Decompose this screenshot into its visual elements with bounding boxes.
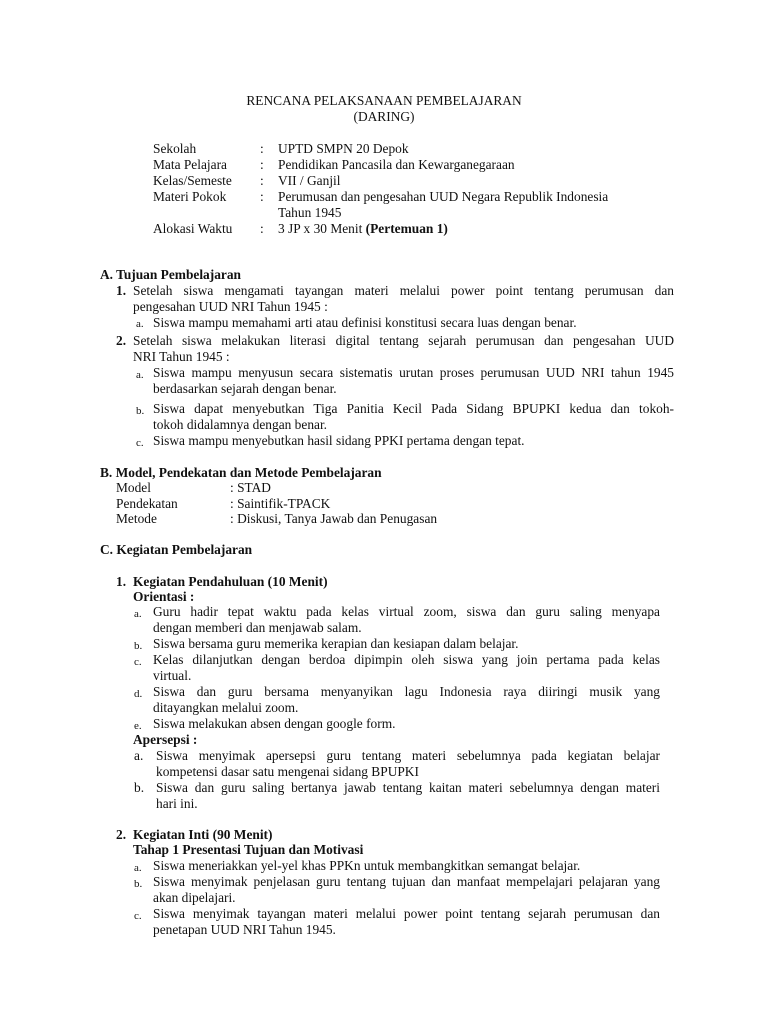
sub-marker: c. xyxy=(134,910,142,922)
sub-marker: c. xyxy=(136,437,144,449)
sub-marker: a. xyxy=(134,748,144,763)
list-item-text: dengan memberi dan menjawab salam. xyxy=(153,620,362,635)
list-number: 2. xyxy=(116,333,127,348)
list-item-text: Siswa mampu menyusun secara sistematis urutan proses perumusan UUD NRI tahun 1945 xyxy=(153,365,674,380)
inti-title: Kegiatan Inti (90 Menit) xyxy=(133,827,273,842)
list-item-text: Siswa mampu memahami arti atau definisi konstitusi secara luas dengan benar. xyxy=(153,315,577,330)
list-item-text: Siswa menyimak tayangan materi melalui power point tentang sejarah perumusan dan xyxy=(153,906,660,921)
list-item-text: Siswa menyimak penjelasan guru tentang tujuan dan manfaat mempelajari pelajaran yang xyxy=(153,874,660,889)
list-item-text: Siswa melakukan absen dengan google form. xyxy=(153,716,396,731)
identity-value-materi-cont: Tahun 1945 xyxy=(278,205,342,220)
sub-marker: a. xyxy=(134,608,142,620)
sub-marker: a. xyxy=(134,862,142,874)
identity-value-mapel: Pendidikan Pancasila dan Kewarganegaraan xyxy=(278,157,515,172)
identity-value-kelas: VII / Ganjil xyxy=(278,173,341,188)
identity-label-alokasi: Alokasi Waktu xyxy=(153,221,233,236)
metode-value: : Diskusi, Tanya Jawab dan Penugasan xyxy=(230,511,438,526)
sub-marker: e. xyxy=(134,720,142,732)
alokasi-pertemuan: (Pertemuan 1) xyxy=(365,221,448,236)
identity-value-sekolah: UPTD SMPN 20 Depok xyxy=(278,141,409,156)
list-item-text: virtual. xyxy=(153,668,192,683)
alokasi-text: 3 JP x 30 Menit xyxy=(278,221,366,236)
list-number: 1. xyxy=(116,574,127,589)
identity-sep: : xyxy=(260,189,264,204)
list-item-text: Setelah siswa melakukan literasi digital tentang sejarah perumusan dan pengesahan UUD xyxy=(133,333,674,348)
list-item-text: kompetensi dasar satu mengenai sidang BPUPKI xyxy=(156,764,419,779)
pendahuluan-title: Kegiatan Pendahuluan (10 Menit) xyxy=(133,574,328,589)
list-item-text: Siswa dan guru saling bertanya jawab tentang kaitan materi sebelumnya dengan materi xyxy=(156,780,660,795)
identity-value-alokasi xyxy=(278,221,448,237)
sub-marker: b. xyxy=(134,640,143,652)
identity-label-materi: Materi Pokok xyxy=(153,189,227,204)
list-item-text: Siswa menyimak apersepsi guru tentang materi sebelumnya pada kegiatan belajar xyxy=(156,748,660,763)
list-item-text: Siswa bersama guru memerika kerapian dan kesiapan dalam belajar. xyxy=(153,636,519,651)
list-item-text: Siswa dan guru bersama menyanyikan lagu Indonesia raya diiringi musik yang xyxy=(153,684,660,699)
list-item-text: akan dipelajari. xyxy=(153,890,236,905)
list-item-text: Kelas dilanjutkan dengan berdoa dipimpin oleh siswa yang join pertama pada kelas xyxy=(153,652,660,667)
identity-label-mapel: Mata Pelajara xyxy=(153,157,227,172)
section-a-heading: A. Tujuan Pembelajaran xyxy=(100,267,241,282)
list-item-text: NRI Tahun 1945 : xyxy=(133,349,230,364)
list-number: 2. xyxy=(116,827,127,842)
pendekatan-value: : Saintifik-TPACK xyxy=(230,496,331,511)
list-item-text: tokoh didalamnya dengan benar. xyxy=(153,417,328,432)
section-b-heading: B. Model, Pendekatan dan Metode Pembelajaran xyxy=(100,465,382,480)
pendekatan-label: Pendekatan xyxy=(116,496,178,511)
sub-marker: b. xyxy=(134,780,145,795)
apersepsi-label: Apersepsi : xyxy=(133,732,198,747)
list-item-text: Siswa mampu menyebutkan hasil sidang PPKI pertama dengan tepat. xyxy=(153,433,525,448)
list-item-text: Siswa meneriakkan yel-yel khas PPKn untuk membangkitkan semangat belajar. xyxy=(153,858,581,873)
sub-marker: b. xyxy=(134,878,143,890)
section-c-heading: C. Kegiatan Pembelajaran xyxy=(100,542,253,557)
metode-label: Metode xyxy=(116,511,157,526)
sub-marker: c. xyxy=(134,656,142,668)
list-item-text: berdasarkan sejarah dengan benar. xyxy=(153,381,337,396)
sub-marker: a. xyxy=(136,369,144,381)
list-item-text: Siswa dapat menyebutkan Tiga Panitia Kecil Pada Sidang BPUPKI kedua dan tokoh- xyxy=(153,401,674,416)
sub-marker: b. xyxy=(136,405,145,417)
document-title: RENCANA PELAKSANAAN PEMBELAJARAN xyxy=(246,93,522,108)
identity-label-sekolah: Sekolah xyxy=(153,141,197,156)
identity-label-kelas: Kelas/Semeste xyxy=(153,173,232,188)
orientasi-label: Orientasi : xyxy=(133,589,195,604)
document-subtitle: (DARING) xyxy=(353,109,415,124)
identity-value-materi: Perumusan dan pengesahan UUD Negara Republik Indonesia xyxy=(278,189,609,204)
model-value: : STAD xyxy=(230,480,271,495)
sub-marker: d. xyxy=(134,688,143,700)
identity-sep: : xyxy=(260,173,264,188)
list-item-text: pengesahan UUD NRI Tahun 1945 : xyxy=(133,299,328,314)
list-item-text: ditayangkan melalui zoom. xyxy=(153,700,299,715)
model-label: Model xyxy=(116,480,151,495)
identity-sep: : xyxy=(260,221,264,236)
list-number: 1. xyxy=(116,283,127,298)
identity-sep: : xyxy=(260,157,264,172)
sub-marker: a. xyxy=(136,318,144,330)
list-item-text: penetapan UUD NRI Tahun 1945. xyxy=(153,922,336,937)
identity-sep: : xyxy=(260,141,264,156)
tahap-label: Tahap 1 Presentasi Tujuan dan Motivasi xyxy=(133,842,364,857)
list-item-text: Guru hadir tepat waktu pada kelas virtual zoom, siswa dan guru saling menyapa xyxy=(153,604,660,619)
list-item-text: Setelah siswa mengamati tayangan materi melalui power point tentang perumusan dan xyxy=(133,283,674,298)
list-item-text: hari ini. xyxy=(156,796,198,811)
